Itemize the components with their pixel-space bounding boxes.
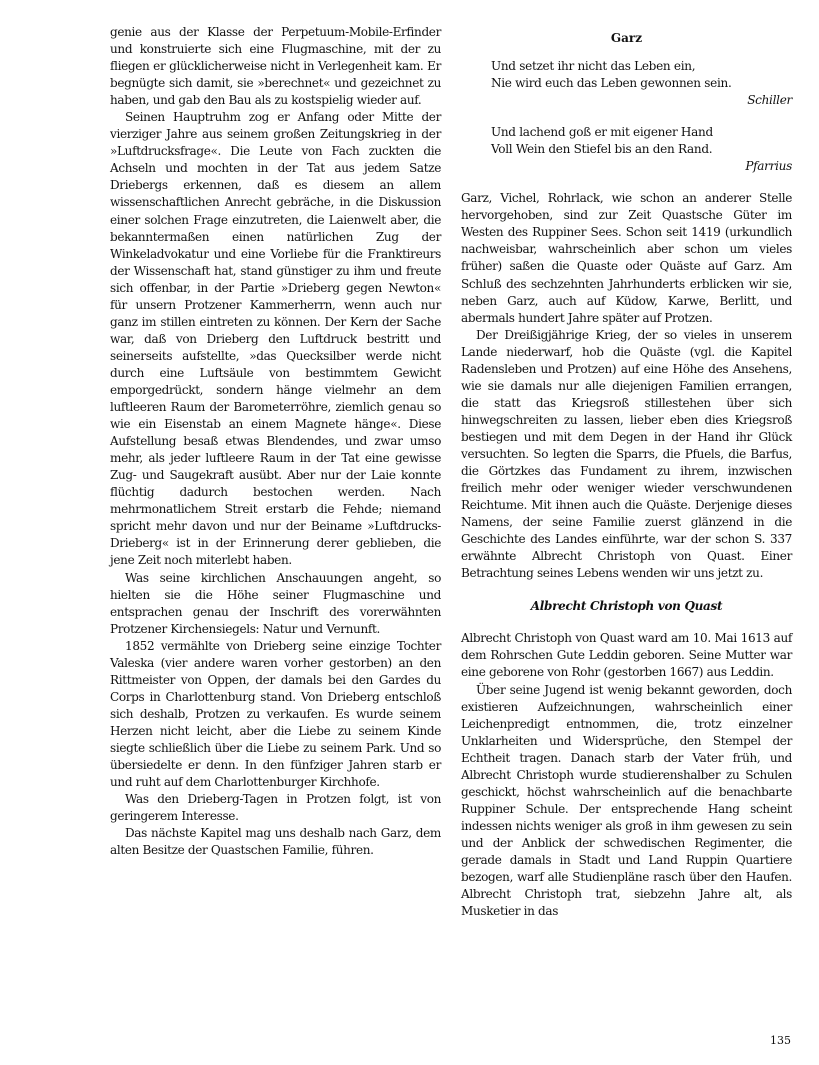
paragraph: Das nächste Kapitel mag uns deshalb nach Garz, dem alten Besitze der Quastschen Familie, führen.: [110, 826, 441, 858]
section-heading: Albrecht Christoph von Quast: [530, 599, 723, 614]
paragraph: genie aus der Klasse der Perpetuum-Mobile-Erfinder und konstruierte sich eine Flugmaschine, mit der zu fliegen er glücklicherweise nicht in Verlegenheit kam. Er begnügte sich damit, sie »berechnet« und gezeichnet zu haben, und gab den Bau als zu kostspielig wieder auf.: [110, 25, 441, 108]
paragraph: Über seine Jugend ist wenig bekannt geworden, doch existieren Aufzeichnungen, wahrscheinlich einer Leichenpredigt entnommen, die, trotz einzelner Unklarheiten und Widersprüche, den Stempel der Echtheit tragen. Danach starb der Vater früh, und Albrecht Christoph wurde studierenshalber zu Schulen geschickt, höchst wahrscheinlich auf die benachbarte Ruppiner Schule. Der entsprechende Hang scheint indessen nichts weniger als groß in ihm gewesen zu sein und der Anblick der schwedischen Regimenter, die gerade damals in Stadt und Land Ruppin Quartiere bezogen, warf alle Studienpläne rasch über den Haufen. Albrecht Christoph trat, siebzehn Jahre alt, als Musketier in das: [461, 682, 792, 919]
epigraph-line: Voll Wein den Stiefel bis an den Rand.: [491, 142, 713, 157]
epigraph: [461, 124, 792, 175]
epigraph-author: Pfarrius: [745, 159, 792, 174]
chapter-heading: Garz: [610, 31, 643, 45]
paragraph: Garz, Vichel, Rohrlack, wie schon an anderer Stelle hervorgehoben, sind zur Zeit Quastsche Güter im Westen des Ruppiner Sees. Schon seit 1419 (urkundlich nachweisbar, wahrscheinlich aber schon um vieles früher) saßen die Quaste oder Quäste auf Garz. Am Schluß des sechzehnten Jahrhunderts erblicken wir sie, neben Garz, auch auf Küdow, Karwe, Berlitt, und abermals hundert Jahre später auf Protzen.: [461, 191, 792, 325]
left-column: [110, 24, 441, 859]
paragraph: 1852 vermählte von Drieberg seine einzige Tochter Valeska (vier andere waren vorher gestorben) an den Rittmeister von Oppen, der damals bei den Gardes du Corps in Charlottenburg stand. Von Drieberg entschloß sich deshalb, Protzen zu verkaufen. Es wurde seinem Herzen nicht leicht, aber die Liebe zu seinem Kinde siegte schließlich über die Liebe zu seinem Park. Und so übersiedelte er denn. In den fünfziger Jahren starb er und ruht auf dem Charlottenburger Kirchhofe.: [110, 638, 441, 790]
epigraph-line: Nie wird euch das Leben gewonnen sein.: [491, 76, 732, 91]
paragraph: Was den Drieberg-Tagen in Protzen folgt, ist von geringerem Interesse.: [110, 792, 441, 824]
paragraph: Seinen Hauptruhm zog er Anfang oder Mitte der vierziger Jahre aus seinem großen Zeitungskrieg in der »Luftdrucksfrage«. Die Leute von Fach zuckten die Achseln und mochten in der Tat aus jedem Satze Driebergs erkennen, daß es diesem an allem wissenschaftlichen Anrecht gebräche, in die Diskussion einer solchen Frage einzutreten, die Laienwelt aber, die bekanntermaßen einen natürlichen Zug der Winkeladvokatur und eine Vorliebe für die Franktireurs der Wissenschaft hat, stand günstiger zu ihm und freute sich offenbar, in der Partie »Drieberg gegen Newton« für unsern Protzener Kammerherrn, wenn auch nur ganz im stillen eintreten zu können. Der Kern der Sache war, daß von Drieberg den Luftdruck bestritt und seinerseits aufstellte, »das Quecksilber werde nicht durch eine Luftsäule von bestimmtem Gewicht emporgedrückt, sondern hänge vielmehr an dem luftleeren Raum der Barometerröhre, ziemlich genau so wie ein Eisenstab an einem Magnete hänge«. Diese Aufstellung besaß etwas Blendendes, und zwar umso mehr, als jeder luftleere Raum in der Tat eine gewisse Zug- und Saugekraft ausübt. Aber nur der Laie konnte flüchtig dadurch bestochen werden. Nach mehrmonatlichem Streit erstarb die Fehde; niemand spricht mehr davon und nur der Beiname »Luftdrucks-Drieberg« ist in der Erinnerung derer geblieben, die jene Zeit noch miterlebt haben.: [110, 110, 441, 568]
epigraph-line: Und lachend goß er mit eigener Hand: [491, 125, 713, 140]
epigraph-line: Und setzet ihr nicht das Leben ein,: [491, 59, 696, 73]
epigraph-author: Schiller: [747, 93, 792, 108]
epigraph: [461, 58, 792, 109]
paragraph: Albrecht Christoph von Quast ward am 10. Mai 1613 auf dem Rohrschen Gute Leddin geboren. Seine Mutter war eine geborene von Rohr (gestorben 1667) aus Leddin.: [461, 631, 792, 680]
right-column: [461, 24, 792, 920]
paragraph: Der Dreißigjährige Krieg, der so vieles in unserem Lande niederwarf, hob die Quäste (vgl. die Kapitel Radensleben und Protzen) auf eine Höhe des Ansehens, wie sie damals nur alle diejenigen Familien errangen, die statt das Kriegsroß stillestehen über sich hinwegschreiten zu lassen, lieber eben dies Kriegsroß bestiegen und mit dem Degen in der Hand ihr Glück versuchten. So legten die Sparrs, die Pfuels, die Barfus, die Görtzkes das Fundament zu ihrem, inzwischen freilich mehr oder weniger wieder verschwundenen Reichtume. Mit ihnen auch die Quäste. Derjenige dieses Namens, der seine Familie zuerst glänzend in die Geschichte des Landes einführte, war der schon S. 337 erwähnte Albrecht Christoph von Quast. Einer Betrachtung seines Lebens wenden wir uns jetzt zu.: [461, 327, 792, 581]
paragraph: Was seine kirchlichen Anschauungen angeht, so hielten sie die Höhe seiner Flugmaschine und entsprachen genau der Inschrift des vorerwähnten Protzener Kirchensiegels: Natur und Vernunft.: [110, 570, 441, 636]
page-number: 135: [770, 1034, 791, 1047]
